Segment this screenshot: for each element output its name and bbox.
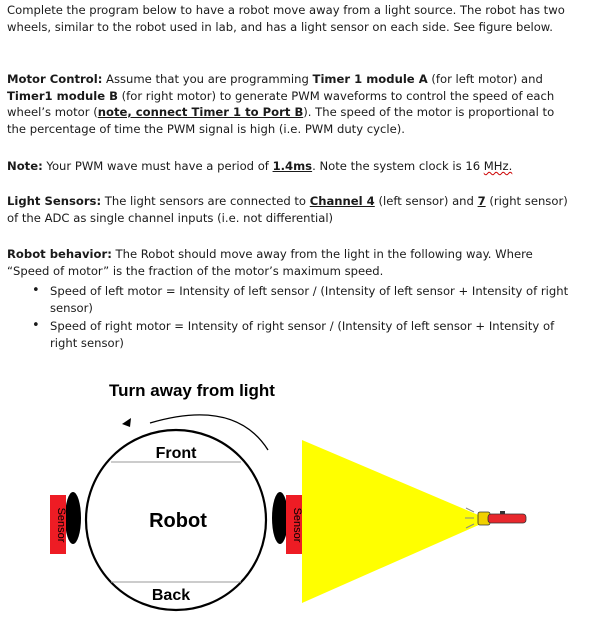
back-label: Back xyxy=(151,587,191,604)
channel-7: 7 xyxy=(477,194,486,208)
motor-text-1: Assume that you are programming xyxy=(102,72,313,86)
light-sensors-paragraph xyxy=(7,193,573,226)
list-item: • Speed of right motor = Intensity of right sensor / (Intensity of left sensor + Intensity of right sensor) xyxy=(7,318,573,351)
timer-a-text: Timer 1 module A xyxy=(312,72,428,86)
right-wheel xyxy=(272,492,288,544)
motor-control-paragraph xyxy=(7,71,573,137)
motor-text-4: ). The speed of the motor is proportional to the percentage of time the PWM signal is high (i.e. PWM duty cycle). xyxy=(7,105,555,136)
left-sensor-label: Sensor xyxy=(55,507,67,543)
motor-text-3: (for right motor) to generate PWM waveforms to control the speed of each wheel’s motor ( xyxy=(7,88,555,119)
front-label: Front xyxy=(155,445,197,462)
light-text-1: The light sensors are connected to xyxy=(101,194,310,208)
behavior-text: The Robot should move away from the light in the following way. Where “Speed of motor” is the fraction of the motor’s maximum speed. xyxy=(7,247,533,278)
clock-unit: MHz. xyxy=(483,159,513,173)
behavior-bullet-list xyxy=(7,283,573,353)
turn-arrow-head xyxy=(122,418,131,427)
light-text-3: (right sensor) of the ADC as single channel inputs (i.e. not differential) xyxy=(7,194,568,225)
note-text-1: Your PWM wave must have a period of xyxy=(42,159,273,173)
note-heading: Note: xyxy=(7,159,43,173)
channel-4: Channel 4 xyxy=(309,194,375,208)
port-b-note: note, connect Timer 1 to Port B xyxy=(97,105,304,119)
robot-behavior-heading: Robot behavior: xyxy=(7,247,112,261)
robot-figure xyxy=(0,360,598,633)
list-item: • Speed of left motor = Intensity of left sensor / (Intensity of left sensor + Intensity of right sensor) xyxy=(7,283,573,316)
robot-behavior-paragraph xyxy=(7,246,573,279)
pwm-period: 1.4ms xyxy=(272,159,313,173)
note-paragraph xyxy=(7,158,573,175)
light-text-2: (left sensor) and xyxy=(374,194,478,208)
motor-text-2: (for left motor) and xyxy=(427,72,543,86)
timer-b-text: Timer1 module B xyxy=(7,88,118,103)
motor-control-heading: Motor Control: xyxy=(7,72,103,86)
right-sensor-label: Sensor xyxy=(291,507,303,543)
intro-paragraph: Complete the program below to have a robot move away from a light source. The robot has two wheels, similar to the robot used in lab, and has a light sensor on each side. See figure below. xyxy=(7,3,565,34)
note-text-2: . Note the system clock is 16 xyxy=(312,159,484,173)
light-sensors-heading: Light Sensors: xyxy=(7,194,102,208)
robot-label: Robot xyxy=(149,510,207,532)
figure-title: Turn away from light xyxy=(109,381,275,400)
light-beam xyxy=(302,440,490,603)
